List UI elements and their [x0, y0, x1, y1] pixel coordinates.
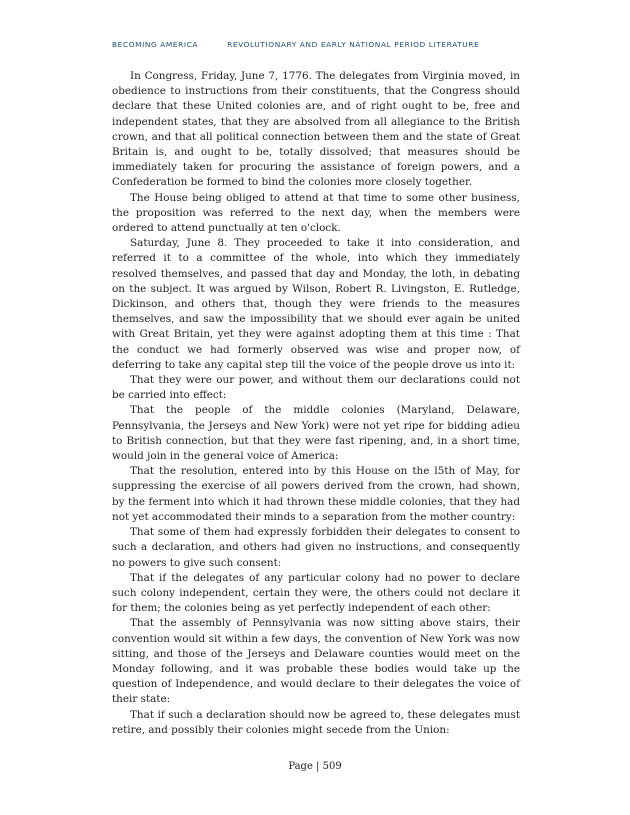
- running-header: [112, 40, 532, 49]
- header-book-title: BECOMING AMERICA: [112, 40, 199, 49]
- paragraph: Saturday, June 8. They proceeded to take it into consideration, and referred it to a committee of the whole, into which they immediately resolved themselves, and passed that day and Monday, the loth, in debating on the subject. It was argued by Wilson, Robert R. Livingston, E. Rutledge, Dickinson, and others that, though they were friends to the measures themselves, and saw the impossibility that we should ever again be united with Great Britain, yet they were against adopting them at this time : That the conduct we had formerly observed was wise and proper now, of deferring to take any capital step till the voice of the people drove us into it:: [112, 237, 520, 371]
- paragraph: That some of them had expressly forbidden their delegates to consent to such a declaration, and others had given no instructions, and consequently no powers to give such consent:: [112, 526, 520, 569]
- paragraph: That the resolution, entered into by this House on the l5th of May, for suppressing the exercise of all powers derived from the crown, had shown, by the ferment into which it had thrown these middle colonies, that they had not yet accommodated their minds to a separation from the mother country:: [112, 465, 520, 523]
- paragraph: That the assembly of Pennsylvania was now sitting above stairs, their convention would sit within a few days, the convention of New York was now sitting, and those of the Jerseys and Delaware counties would meet on the Monday following, and it was probable these bodies would take up the question of Independence, and would declare to their delegates the voice of their state:: [112, 617, 520, 706]
- paragraph: That the people of the middle colonies (Maryland, Delaware, Pennsylvania, the Jerseys and New York) were not yet ripe for bidding adieu to British connection, but that they were fast ripening, and, in a short time, would join in the general voice of America:: [112, 404, 520, 463]
- page-number: Page | 509: [288, 761, 342, 772]
- paragraph: That if the delegates of any particular colony had no power to declare such colony independent, certain they were, the others could not declare it for them; the colonies being as yet perfectly independent of each other:: [112, 571, 520, 615]
- paragraph: In Congress, Friday, June 7, 1776. The delegates from Virginia moved, in obedience to instructions from their constituents, that the Congress should declare that these United colonies are, and of right ought to be, free and independent states, that they are absolved from all allegiance to the British crown, and that all political connection between them and the state of Great Britain is, and ought to be, totally dissolved; that measures should be immediately taken for procuring the assistance of foreign powers, and a Confederation be formed to bind the colonies more closely together.: [112, 70, 520, 189]
- paragraph: That if such a declaration should now be agreed to, these delegates must retire, and possibly their colonies might secede from the Union:: [112, 708, 520, 736]
- body-text: [112, 69, 520, 738]
- paragraph: The House being obliged to attend at that time to some other business, the proposition was referred to the next day, when the members were ordered to attend punctually at ten o'clock.: [112, 191, 520, 235]
- header-section-title: REVOLUTIONARY AND EARLY NATIONAL PERIOD LITERATURE: [227, 40, 480, 49]
- paragraph: That they were our power, and without them our declarations could not be carried into effect:: [112, 374, 520, 402]
